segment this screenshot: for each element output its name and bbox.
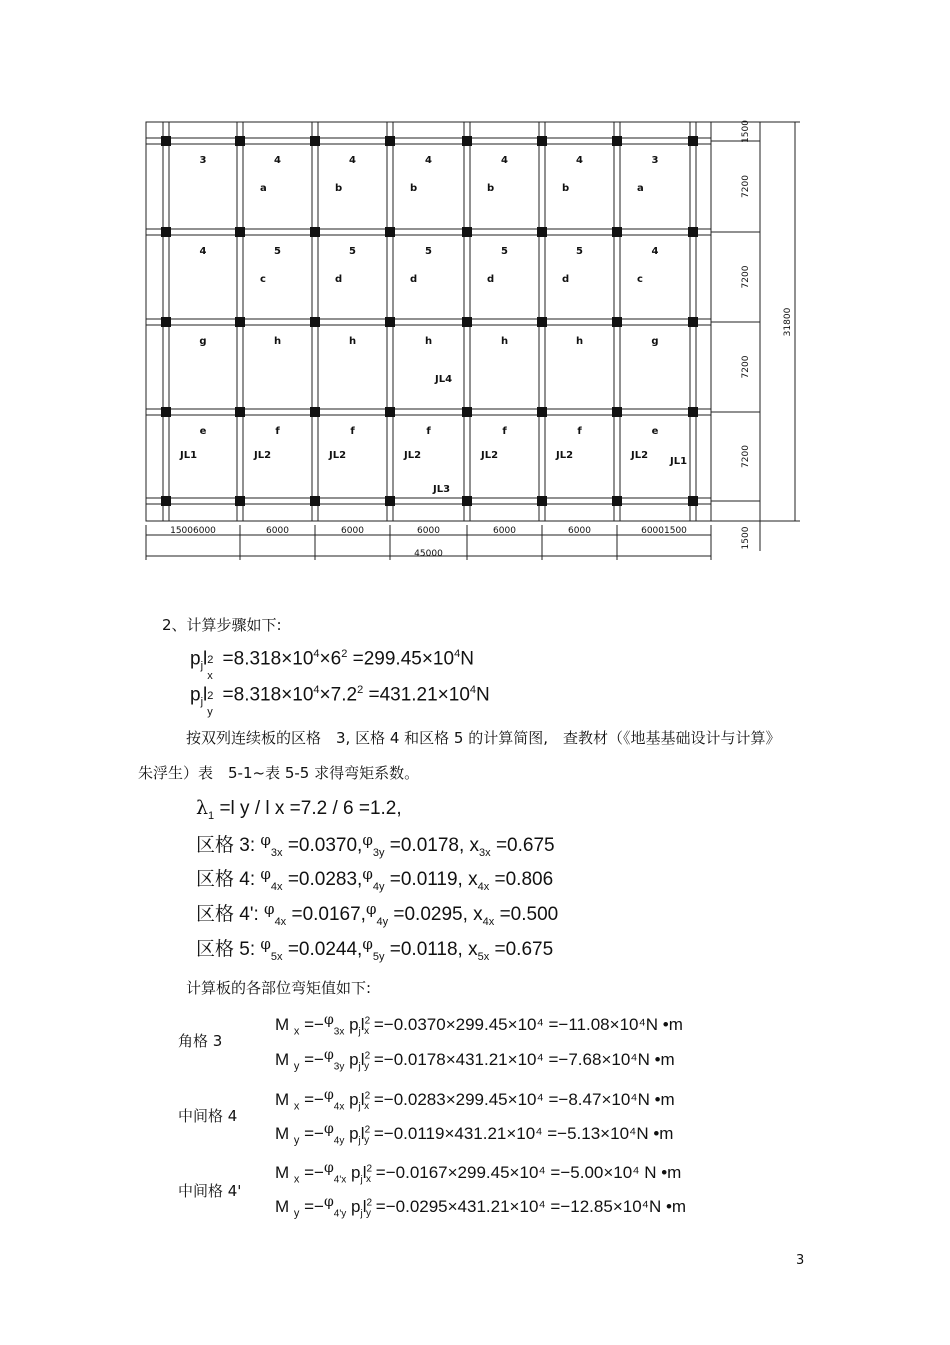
column-square [161, 407, 171, 417]
zone-coefficients: 区格 5: $^\varphi_{5x}$ =0.0244,$^\varphi_{5y}$ =0.0118, $x_{5x} =0.675$ [196, 935, 554, 963]
column-square [161, 136, 171, 146]
zone-label: 区格 4: [196, 869, 256, 890]
slab-zone-label: f [275, 426, 280, 437]
slab-type-label: b [487, 183, 495, 194]
beam-label: JL2 [404, 450, 422, 461]
slab-zone-label: h [424, 336, 433, 347]
column-square [161, 227, 171, 237]
foundation-plan [0, 0, 950, 580]
moment-equation: M $_y$ =−$^\varphi_{4y}$ $p_jl^2_y =-0.0119\times 431.21\times 10^4 =-5.13\times 10^4N$ •m [275, 1121, 674, 1147]
beam-label: JL2 [481, 450, 499, 461]
moment-equation: M $_x$ =−$^\varphi_{3x}$ $p_jl^2_x =-0.0370\times 299.45\times 10^4 =-11.08\times 10^4N$ •m [275, 1012, 683, 1038]
beam-label: JL4 [435, 374, 453, 385]
column-square [235, 407, 245, 417]
slab-zone-label: 5 [425, 246, 432, 257]
slab-zone-label: g [199, 336, 207, 347]
slab-zone-label: 4 [274, 155, 281, 166]
column-square [462, 227, 472, 237]
slab-type-label: d [487, 274, 495, 285]
column-square [688, 317, 698, 327]
column-square [537, 227, 547, 237]
dimension-label: 6000 [493, 526, 516, 536]
slab-type-label: d [562, 274, 570, 285]
slab-type-label: c [260, 274, 266, 285]
beam-label: JL3 [433, 484, 451, 495]
column-square [235, 496, 245, 506]
dimension-label: 6000 [341, 526, 364, 536]
equation-px: $p_jl$ 2 x $=8.318\times 10^4\times 6^2 =299.45\times 10^4N$ [190, 648, 474, 683]
slab-zone-label: e [651, 426, 659, 437]
slab-zone-label: e [199, 426, 207, 437]
moment-group-label: 中间格 4' [178, 1182, 242, 1200]
dimension-label: 6000 [266, 526, 289, 536]
dimension-label: 60001500 [641, 526, 687, 536]
dimension-label: 7200 [741, 265, 751, 289]
column-square [235, 227, 245, 237]
moment-title: 计算板的各部位弯矩值如下: [186, 979, 372, 997]
column-square [385, 136, 395, 146]
slab-zone-label: h [575, 336, 584, 347]
slab-type-label: d [410, 274, 418, 285]
moment-equation: M $_x$ =−$^\varphi_{4'x}$ $p_jl^2_x =-0.0167\times 299.45\times 10^4 =-5.00\times 10^4$ N •m [275, 1160, 682, 1186]
column-square [537, 407, 547, 417]
slab-zone-label: 4 [576, 155, 583, 166]
beam-label: JL1 [670, 456, 688, 467]
column-square [612, 407, 622, 417]
total-width-label: 45000 [414, 549, 443, 559]
moment-group-label: 中间格 4 [178, 1107, 238, 1125]
column-square [462, 496, 472, 506]
column-square [462, 407, 472, 417]
column-square [310, 317, 320, 327]
slab-zone-label: 4 [199, 246, 207, 257]
moment-equation: M $_x$ =−$^\varphi_{4x}$ $p_jl^2_x =-0.0283\times 299.45\times 10^4 =-8.47\times 10^4N$ •m [275, 1087, 675, 1113]
column-square [161, 496, 171, 506]
column-square [688, 136, 698, 146]
slab-type-label: a [637, 183, 644, 194]
dimension-label: 6000 [417, 526, 440, 536]
beam-label: JL2 [631, 450, 649, 461]
beam-label: JL2 [556, 450, 574, 461]
column-square [385, 227, 395, 237]
slab-zone-label: 4 [349, 155, 356, 166]
slab-zone-label: f [502, 426, 507, 437]
column-square [462, 317, 472, 327]
column-square [310, 227, 320, 237]
moment-equation: M $_y$ =−$^\varphi_{4'y}$ $p_jl^2_y =-0.0295\times 431.21\times 10^4 =-12.85\times 10^4N$ •m [275, 1194, 687, 1220]
page-number: 3 [796, 1253, 805, 1268]
slab-zone-label: g [651, 336, 659, 347]
slab-zone-label: h [500, 336, 509, 347]
slab-zone-label: h [273, 336, 282, 347]
equation-py: $p_jl$ 2 y $=8.318\times 10^4\times 7.2^2 =431.21\times 10^4N$ [190, 684, 490, 719]
moment-equation: M $_y$ =−$^\varphi_{3y}$ $p_jl^2_y =-0.0178\times 431.21\times 10^4 =-7.68\times 10^4N$ •m [275, 1047, 675, 1073]
dimension-label: 1500 [741, 526, 751, 550]
zone-label: 区格 4': [196, 904, 259, 925]
dimension-label: 1500 [741, 120, 751, 143]
column-square [612, 317, 622, 327]
zone-coefficients: 区格 4: $^\varphi_{4x}$ =0.0283,$^\varphi_{4y}$ =0.0119, $x_{4x} =0.806$ [196, 865, 554, 893]
column-square [612, 136, 622, 146]
dimension-label: 7200 [741, 175, 751, 198]
column-square [385, 407, 395, 417]
slab-type-label: c [637, 274, 643, 285]
slab-type-label: b [562, 183, 570, 194]
slab-zone-label: 4 [425, 155, 432, 166]
dimension-label: 7200 [741, 355, 751, 379]
column-square [612, 227, 622, 237]
slab-zone-label: 5 [576, 246, 583, 257]
slab-zone-label: 3 [651, 155, 659, 166]
zone-label: 区格 3: [196, 835, 256, 856]
moment-group-label: 角格 3 [178, 1032, 223, 1050]
column-square [235, 317, 245, 327]
paragraph-line-2: 朱浮生）表 5-1~表 5-5 求得弯矩系数。 [138, 764, 420, 782]
dimension-label: 7200 [741, 445, 751, 468]
slab-zone-label: 5 [349, 246, 356, 257]
slab-zone-label: 4 [651, 246, 659, 257]
zone-label: 区格 5: [196, 939, 256, 960]
column-square [462, 136, 472, 146]
column-square [612, 496, 622, 506]
slab-type-label: b [410, 183, 418, 194]
paragraph-line-1: 按双列连续板的区格 3, 区格 4 和区格 5 的计算简图, 查教材（《地基基础设计与计算》 [186, 729, 781, 747]
slab-zone-label: h [348, 336, 357, 347]
slab-type-label: a [260, 183, 267, 194]
slab-zone-label: f [577, 426, 582, 437]
beam-label: JL1 [180, 450, 198, 461]
column-square [537, 136, 547, 146]
column-square [310, 136, 320, 146]
zone-coefficients: 区格 4': $^\varphi_{4x}$ =0.0167,$^\varphi_{4y}$ =0.0295, $x_{4x} =0.500$ [196, 900, 559, 928]
slab-zone-label: 5 [274, 246, 281, 257]
column-square [161, 317, 171, 327]
zone-coefficients: 区格 3: $^\varphi_{3x}$ =0.0370,$^\varphi_{3y}$ =0.0178, $x_{3x} =0.675$ [196, 831, 555, 859]
slab-zone-label: 3 [199, 155, 207, 166]
plan-outer-border [146, 122, 711, 521]
column-square [688, 496, 698, 506]
column-square [688, 227, 698, 237]
slab-zone-label: 4 [501, 155, 508, 166]
slab-type-label: b [335, 183, 343, 194]
slab-zone-label: f [350, 426, 355, 437]
slab-zone-label: f [426, 426, 431, 437]
slab-zone-label: 5 [501, 246, 508, 257]
column-square [385, 496, 395, 506]
step-title: 2、计算步骤如下: [162, 616, 282, 634]
dimension-label: 15006000 [170, 526, 216, 536]
column-square [385, 317, 395, 327]
column-square [310, 407, 320, 417]
column-square [235, 136, 245, 146]
column-square [537, 317, 547, 327]
slab-type-label: d [335, 274, 343, 285]
column-square [310, 496, 320, 506]
beam-label: JL2 [329, 450, 347, 461]
total-height-label: 31800 [783, 307, 793, 337]
column-square [688, 407, 698, 417]
lambda-equation: $\lambda_1 =l$ y / l x =7.2 / 6 =1.2, [196, 797, 402, 822]
dimension-label: 6000 [568, 526, 591, 536]
beam-label: JL2 [254, 450, 272, 461]
column-square [537, 496, 547, 506]
